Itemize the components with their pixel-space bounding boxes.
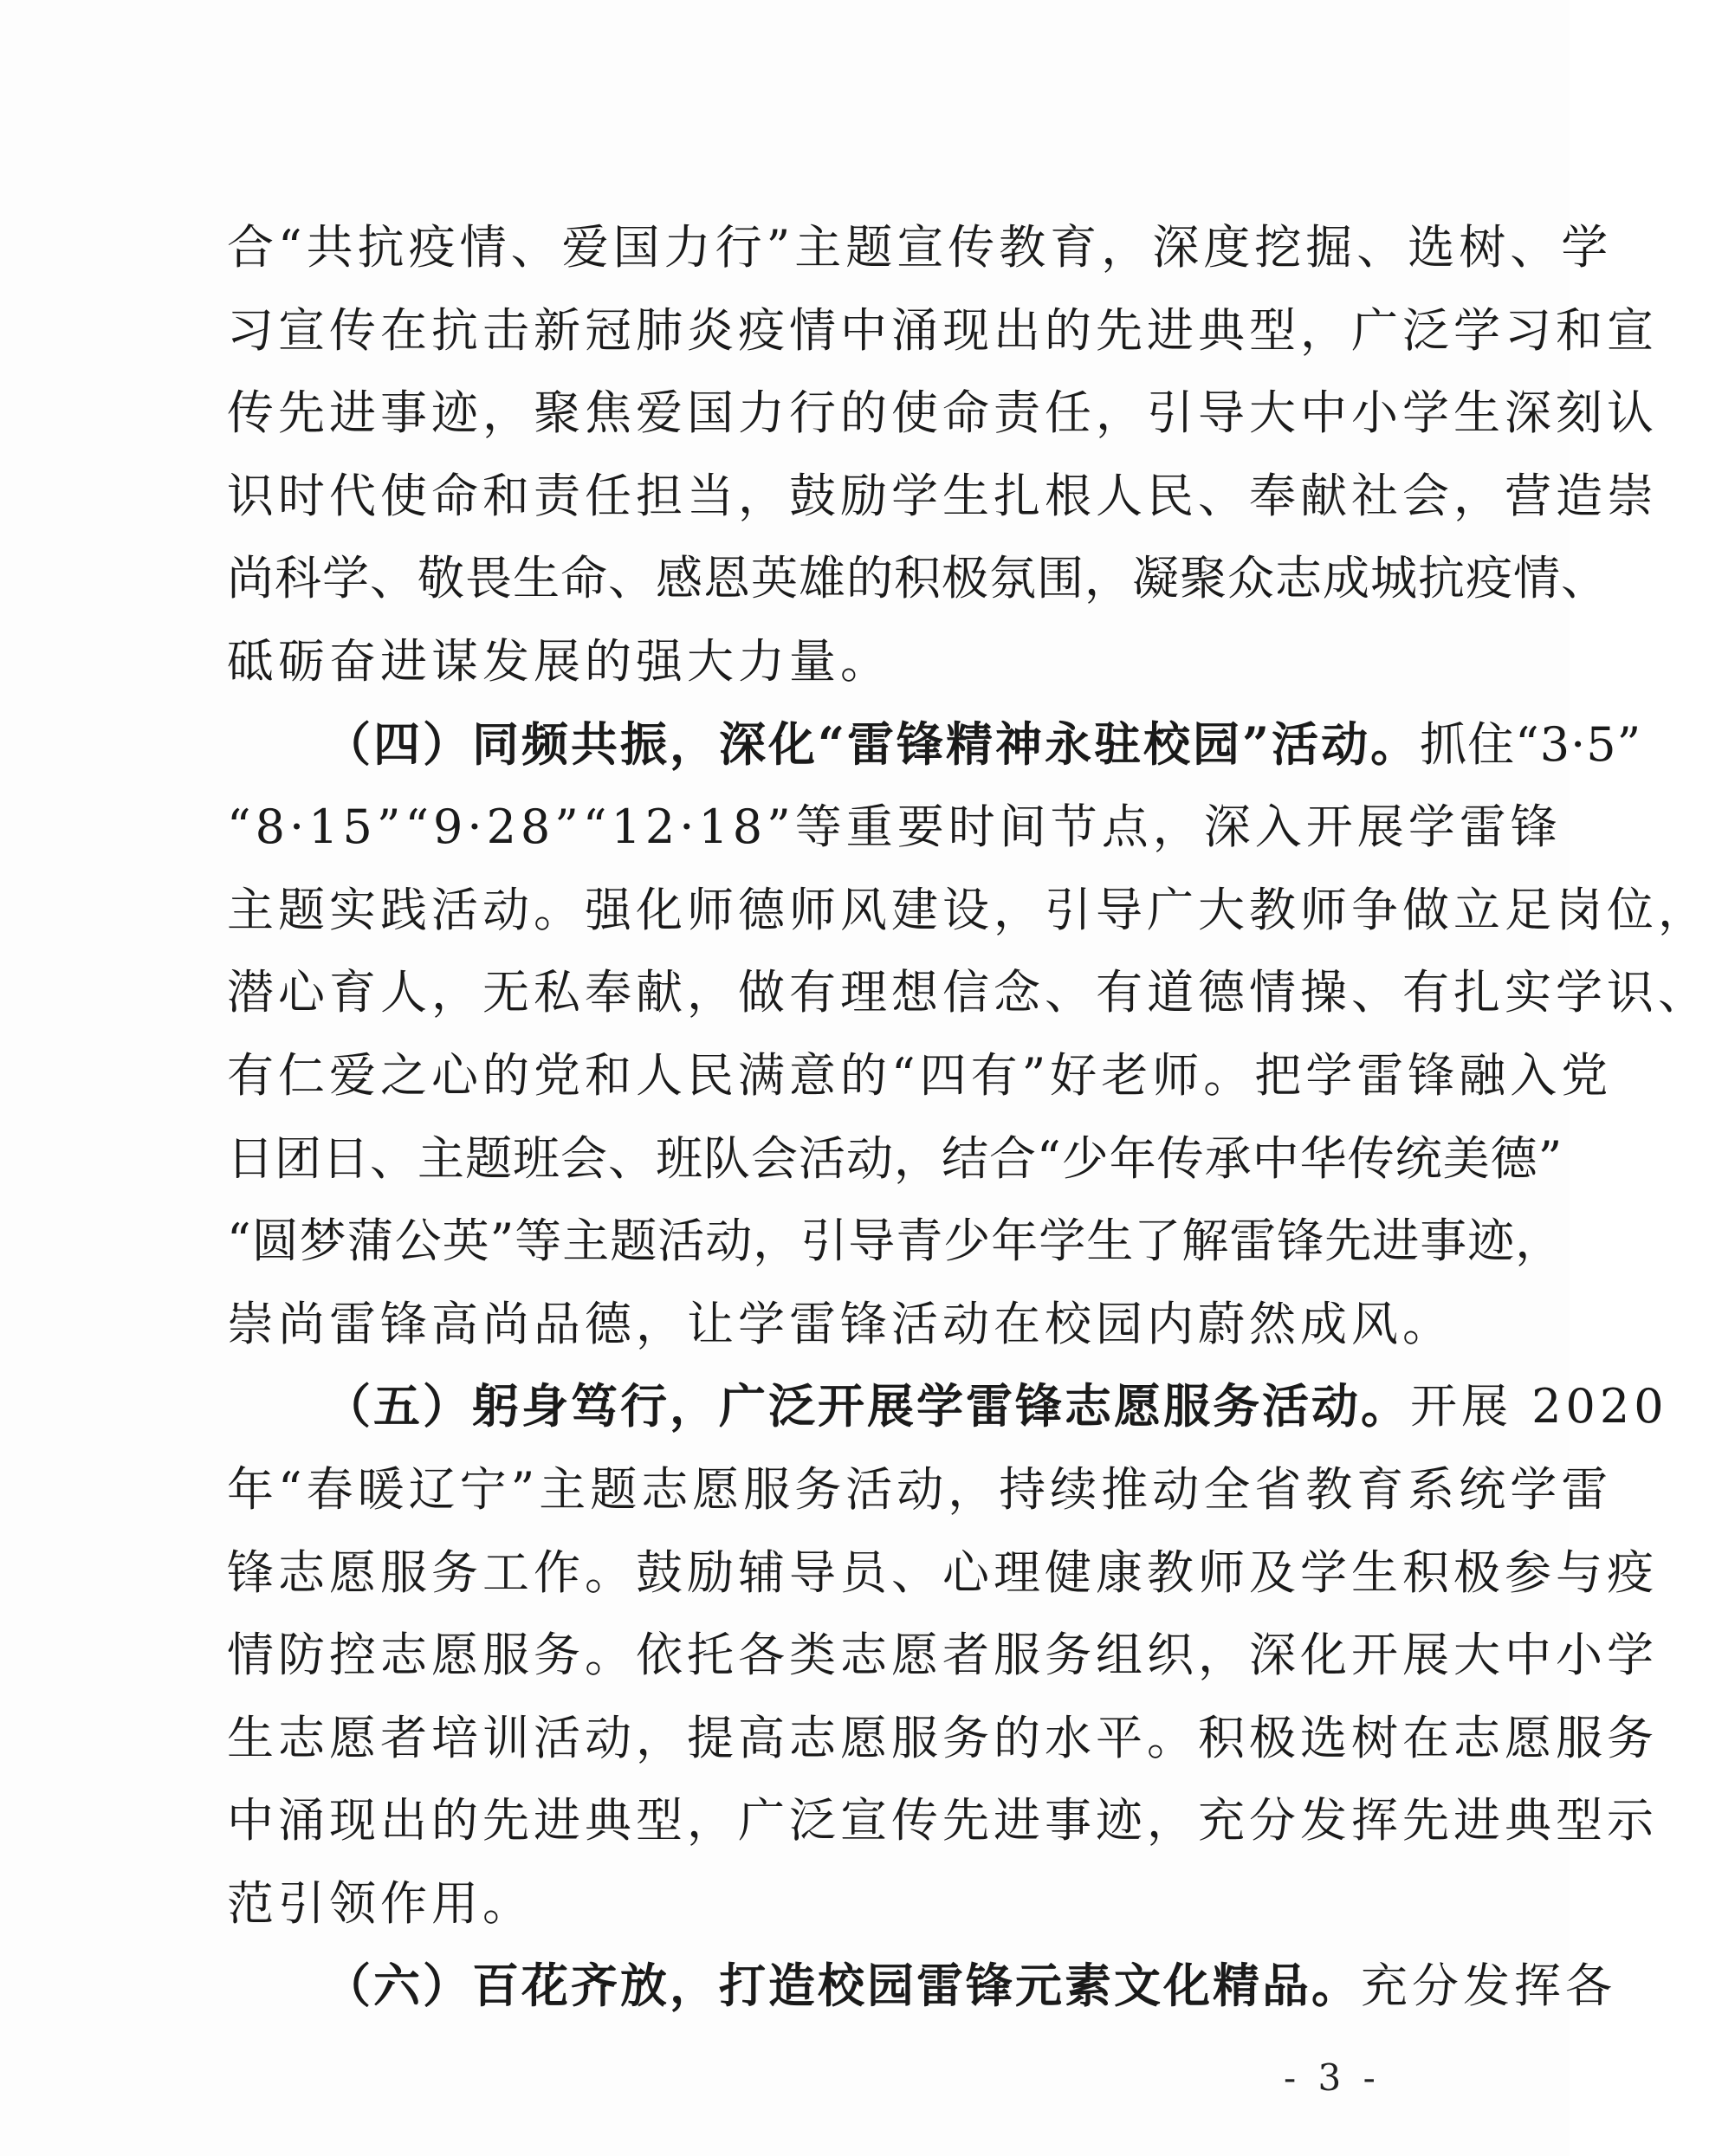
text-line: 年“春暖辽宁”主题志愿服务活动，持续推动全省教育系统学雷: [227, 1461, 1613, 1517]
body-text: [227, 206, 1709, 2028]
section-heading-6: （六）百花齐放，打造校园雷锋元素文化精品。: [324, 1958, 1361, 2014]
text-line: 砥砺奋进谋发展的强大力量。: [227, 633, 891, 689]
text-line: 识时代使命和责任担当，鼓励学生扎根人民、奉献社会，营造崇: [227, 468, 1658, 523]
section-text: 开展 2020: [1410, 1379, 1668, 1434]
text-line: “8·15”“9·28”“12·18”等重要时间节点，深入开展学雷锋: [227, 800, 1562, 855]
text-line: 主题实践活动。强化师德师风建设，引导广大教师争做立足岗位，: [227, 882, 1709, 937]
text-line: 崇尚雷锋高尚品德，让学雷锋活动在校园内蔚然成风。: [227, 1296, 1453, 1351]
section-text: 充分发挥各: [1361, 1959, 1616, 2014]
text-line: 习宣传在抗击新冠肺炎疫情中涌现出的先进典型，广泛学习和宣: [227, 302, 1658, 358]
section-heading-line: [227, 703, 1642, 787]
text-line: 锋志愿服务工作。鼓励辅导员、心理健康教师及学生积极参与疫: [227, 1544, 1658, 1600]
text-line: 日团日、主题班会、班队会活动，结合“少年传承中华传统美德”: [227, 1130, 1563, 1186]
text-line: 尚科学、敬畏生命、感恩英雄的积极氛围，凝聚众志成城抗疫情、: [227, 551, 1609, 606]
text-line: 传先进事迹，聚焦爱国力行的使命责任，引导大中小学生深刻认: [227, 385, 1658, 441]
text-line: 生志愿者培训活动，提高志愿服务的水平。积极选树在志愿服务: [227, 1710, 1658, 1765]
section-heading-4: （四）同频共振，深化“雷锋精神永驻校园”活动。: [324, 715, 1421, 772]
text-line: 有仁爱之心的党和人民满意的“四有”好老师。把学雷锋融入党: [227, 1047, 1613, 1103]
section-text: 抓住“3·5”: [1420, 716, 1642, 772]
text-line: 中涌现出的先进典型，广泛宣传先进事迹，充分发挥先进典型示: [227, 1793, 1658, 1848]
text-line: 范引领作用。: [227, 1875, 534, 1931]
section-heading-5: （五）躬身笃行，广泛开展学雷锋志愿服务活动。: [324, 1378, 1410, 1434]
page-number: - 3 -: [1284, 2056, 1381, 2099]
section-heading-line: [227, 1365, 1668, 1448]
text-line: 情防控志愿服务。依托各类志愿者服务组织，深化开展大中小学: [227, 1628, 1658, 1683]
text-line: 潜心育人，无私奉献，做有理想信念、有道德情操、有扎实学识、: [227, 965, 1709, 1020]
text-line: 合“共抗疫情、爱国力行”主题宣传教育，深度挖掘、选树、学: [227, 220, 1613, 275]
text-line: “圆梦蒲公英”等主题活动，引导青少年学生了解雷锋先进事迹，: [227, 1214, 1563, 1269]
section-heading-line: [227, 1945, 1616, 2028]
